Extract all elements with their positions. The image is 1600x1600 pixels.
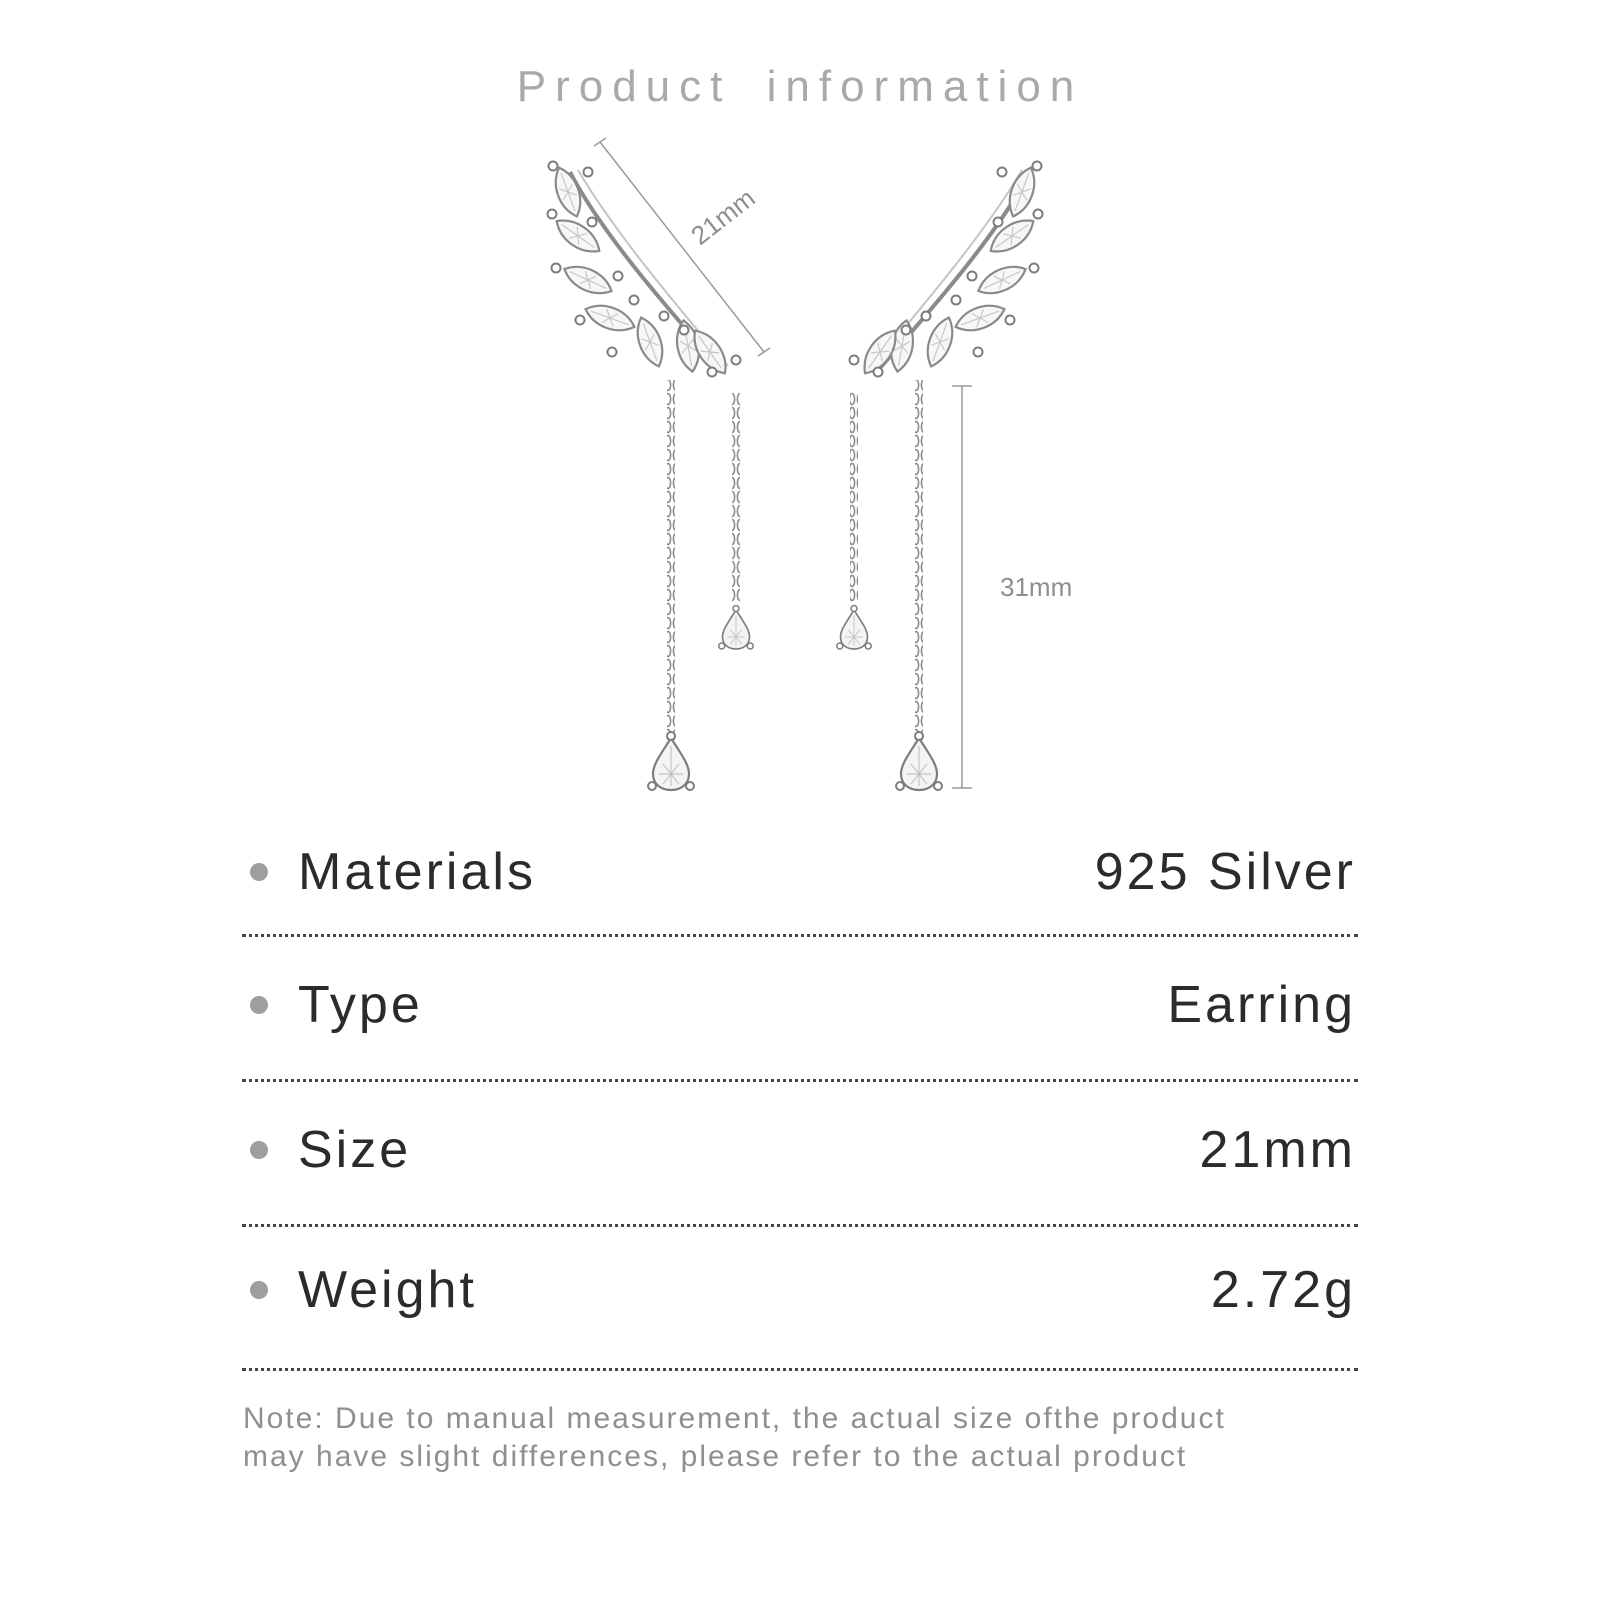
dimension-top-label: 21mm (685, 182, 761, 251)
spec-label: Size (298, 1121, 412, 1179)
spec-value: 925 Silver (1094, 843, 1356, 901)
bullet-icon (250, 996, 268, 1014)
dotted-divider (242, 934, 1358, 937)
note-line-2: may have slight differences, please refer to the actual product (243, 1440, 1188, 1473)
spec-label: Weight (298, 1261, 477, 1319)
spec-row-weight (240, 1240, 1360, 1340)
spec-value: 21mm (1199, 1121, 1356, 1179)
page-title: Product information (516, 62, 1084, 111)
left-earring (548, 162, 754, 791)
dotted-divider (242, 1079, 1358, 1082)
dimension-side-line (952, 386, 972, 788)
spec-label: Type (298, 976, 423, 1034)
spec-row-materials (240, 822, 1360, 922)
right-earring (837, 162, 1043, 791)
spec-value: Earring (1167, 976, 1356, 1034)
spec-label: Materials (298, 843, 536, 901)
dimension-side-label: 31mm (1000, 572, 1073, 602)
note-line-1: Note: Due to manual measurement, the actual size ofthe product (243, 1402, 1226, 1435)
bullet-icon (250, 1141, 268, 1159)
dotted-divider (242, 1368, 1358, 1371)
measurement-note (243, 1400, 1363, 1476)
bullet-icon (250, 863, 268, 881)
dotted-divider (242, 1224, 1358, 1227)
spec-row-type (240, 955, 1360, 1055)
spec-row-size (240, 1100, 1360, 1200)
bullet-icon (250, 1281, 268, 1299)
spec-value: 2.72g (1210, 1261, 1356, 1319)
